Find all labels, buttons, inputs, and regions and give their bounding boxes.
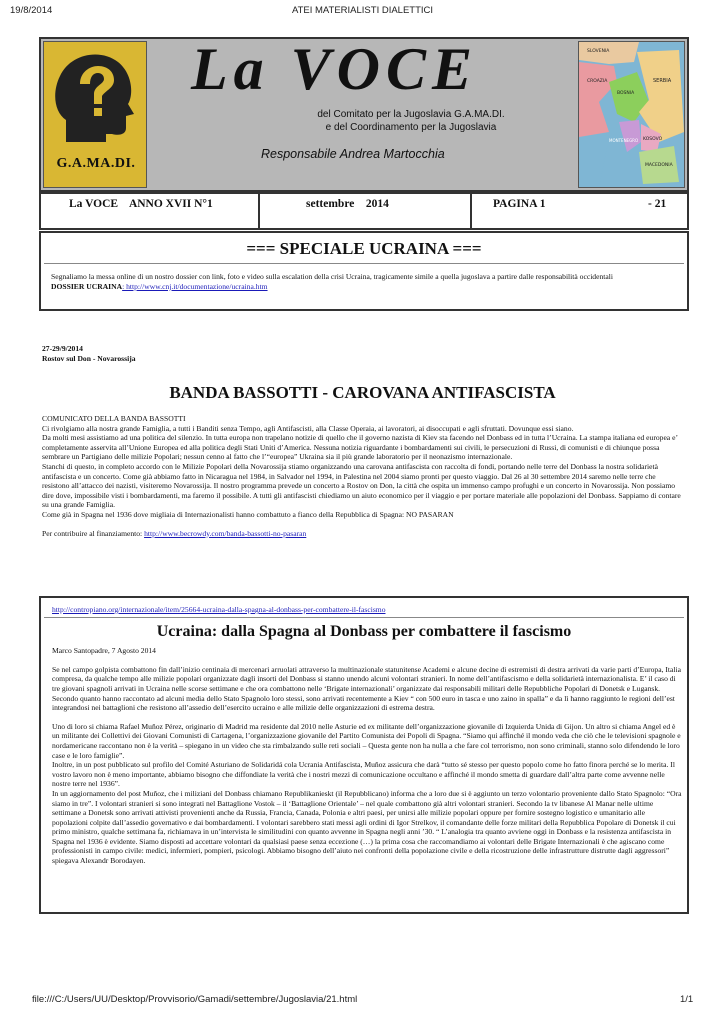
map-image: [579, 42, 684, 187]
funding-line: [42, 529, 682, 539]
funding-link[interactable]: http://www.becrowdy.com/banda-bassotti-no-pasaran: [144, 528, 307, 538]
masthead: [39, 37, 689, 192]
print-date: 19/8/2014: [10, 5, 53, 16]
banda-body: [42, 414, 682, 538]
responsible-editor: Responsabile Andrea Martocchia: [261, 147, 445, 161]
newspaper-title: La VOCE: [191, 36, 479, 102]
logo-text: G.A.MA.DI.: [56, 156, 136, 171]
map-label-serbia: SERBIA: [653, 78, 672, 84]
special-title: === SPECIALE UCRAINA ===: [246, 239, 482, 258]
event-info: [42, 344, 136, 363]
funding-label: Per contribuire al finanziamento:: [42, 528, 145, 538]
article-byline: Marco Santopadre, 7 Agosto 2014: [52, 646, 156, 656]
info-divider: [470, 194, 472, 228]
article-paragraph: In un aggiornamento del post Muñoz, che i miliziani del Donbass chiamano Republikanieskt (il Repubblicano) informa che a loro due si è aggiunto un terzo volontario proveniente dallo Stato Spagnolo: “Ora siamo in tre”. I volontari stranieri si sono integrati nel Battaglione Vostok – il ‘Battaglione Orientale’ – nel quale combattono già altri volontari stranieri. Secondo la tv libanese Al Manar nelle ultime settimane a Donetsk sono arrivati attivisti provenienti anche da Russia, Francia, Canada, Polonia e altri paesi, per unirsi alle milizie popolari oppure per fornire sostegno logistico e umanitario alle popolazioni colpite dall’assedio governativo e dai bombardamenti. I volontari sarebbero stati messi agli ordini di Igor Strelkov, il comandante delle forze militari della Repubblica Popolare di Donetsk il cui primo ministro, qualche settimana fa, richiamava in un’intervista le similitudini con quanto avvenne in Spagna negli anni ’30. “ L’analogia tra quanto avviene oggi in Donbass e la resistenza antifascista in Spagna nel 1936 è evidente. Siamo disposti ad accettare volontari da qualsiasi paese senza eccezione (…) la prima cosa che raccomandiamo ai volontari delle Brigate Internazionali è che agiscano come professionisti in campo civile: medici, infermieri, pompieri, psicologi. Abbiamo bisogno dell’aiuto nei confronti della popolazione civile e della ricostruzione delle infrastrutture distrutte dagli aggressori” spiegava Alexandr Borodayen.: [52, 788, 682, 866]
print-page-count: 1/1: [680, 994, 694, 1005]
page-number: - 21: [648, 198, 667, 210]
event-place: Rostov sul Don - Novarossija: [42, 353, 136, 363]
map-label-croazia: CROAZIA: [587, 79, 608, 84]
banda-paragraph: Da molti mesi assistiamo ad una politica del silenzio. In tutta europa non trapelano notizie di quello che il governo nazista di Kiev sta facendo nel Donbass ed in tutta l’Ucraina. La stampa italiana ed europea e’ completamente asservita all’Unione Europea ed alla politica degli Stati Uniti d’America. Nessuna notizia riguardante i bombardamenti sui civili, le persecuzioni di Russi, di comunisti e di chiunque possa sembrare un Partigiano delle milizie Popolari; nessun cenno al fatto che l’“europea” Ukraina sia il più grande laboratorio per il neonazismo internazionale.: [42, 433, 678, 462]
issue-date: settembre 2014: [306, 198, 389, 210]
dossier-link[interactable]: : http://www.cnj.it/documentazione/ucraina.htm: [122, 281, 268, 291]
article-paragraph: Inoltre, in un post pubblicato sul profilo del Comité Asturiano de Solidaridá cola Ucrania Antifascista, Muñoz assicura che darà “tutto sé stesso per questo popolo come ho fatto finora perché se lo merita. Il vostro lavoro non è meno importante, abbiamo bisogno che diffondiate la verità che i nostri mezzi di comunicazione occultano e affinché il mondo smetta di guardare dall’altra parte come avvenne nelle nostre terre nel 1936”.: [52, 760, 675, 789]
head-question-icon: [44, 42, 146, 154]
map-label-montenegro: MONTENEGRO: [609, 138, 639, 143]
map-label-bosnia: BOSNIA: [617, 91, 635, 96]
ukraine-article-box: [39, 596, 689, 914]
article-paragraph: Uno di loro si chiama Rafael Muñoz Pérez, originario di Madrid ma residente dal 2010 nelle Asturie ed ex militante dell’organizzazione giovanile di Izquierda Unida di Gijon. Un altro si chiama Angel ed è un militante dei Collettivi dei Giovani Comunisti di Cartagena, l’organizzazione giovanile del Partito Comunista dei Popoli di Spagna. “Siamo qui affinché il mondo veda che ciò che le televisioni spagnole e nordamericane raccontano non è la verità – spiegano in un video che sta rimbalzando sulle reti sociali – Questa gente non ha nulla a che fare col terrorismo, non sono criminali, stanno solo difendendo le loro case e le loro famiglie”.: [52, 721, 681, 760]
article-paragraph: Se nel campo golpista combattono fin dall’inizio centinaia di mercenari arruolati attraverso la multinazionale statunitense Academi e alcune decine di estremisti di destra arrivati da varie parti d’Europa, Italia compresa, da qualche tempo alle milizie popolari organizzate dagli insorti del Donbass si stanno unendo alcuni volontari stranieri. In nome dell’antifascismo e della solidarietà internazionalista. E’ il caso di tre giovani spagnoli arrivati in Ucraina nelle scorse settimane e che ora combattono nelle ‘Brigate internazionali’ organizzate dai responsabili militari delle Repubbliche Popolari di Donetsk e Lugansk. Secondo quanto hanno raccontato ad alcuni media dello Stato Spagnolo loro stessi, sono arrivati recentemente a Kiev “ con 500 euro in tasca e uno zaino in spalla” e da lì hanno raggiunto le regioni dell’est integrandosi nei battaglioni che resistono all’assedio dell’esercito ucraino e alle milizie delle organizzazioni di estrema destra.: [52, 664, 681, 713]
info-divider: [258, 194, 260, 228]
banda-paragraph: COMUNICATO DELLA BANDA BASSOTTI: [42, 414, 186, 423]
issue-number: La VOCE ANNO XVII N°1: [69, 198, 213, 210]
banda-paragraph: Come già in Spagna nel 1936 dove migliaia di Internazionalisti hanno combattuto a fianco della Repubblica di Spagna: NO PASARAN: [42, 509, 454, 519]
banda-title: BANDA BASSOTTI - CAROVANA ANTIFASCISTA: [169, 383, 556, 402]
yugoslavia-map: [578, 41, 685, 188]
gamadi-logo: [43, 41, 147, 188]
dossier-label: DOSSIER UCRAINA: [51, 281, 123, 291]
article-title: Ucraina: dalla Spagna al Donbass per combattere il fascismo: [156, 622, 572, 640]
special-ukraine-box: [39, 231, 689, 311]
special-text: Segnaliamo la messa online di un nostro dossier con link, foto e video sulla escalation della crisi Ucraina, tragicamente simile a quella jugoslava a partire dalle responsabilità occidentali: [51, 272, 613, 281]
article-divider: [44, 617, 684, 618]
special-divider: [44, 263, 684, 264]
map-label-slovenia: SLOVENIA: [587, 49, 610, 54]
issue-info-bar: [39, 192, 689, 230]
subtitle-committee: del Comitato per la Jugoslavia G.A.MA.DI.: [317, 109, 505, 120]
banda-paragraph: Stanchi di questo, in completo accordo con le Milizie Popolari della Novarossija stiamo organizzando una carovana antifascista con raccolta di fondi, portando nelle terre del Donbass la nostra solidarietà antifascista e un concerto. Come già abbiamo fatto in Nicaragua nel 1984, in Salvador nel 1994, in Palestina nel 2004 siamo pronti per questo viaggio. Dal 26 al 30 settembre 2014 saremo nelle terre che resistono all’attacco dei nazisti, visiteremo Novarossija. Il nostro programma prevede un concerto a Rostov on Don, la città che ospita un immenso campo profughi e un concerto in Novarossija. Non possiamo dire dove, impossibile visti i bombardamenti, ma faremo il possibile. A tutti gli antifascisti chiediamo un aiuto economico per il viaggio e per portare materiale alle popolazioni del Donbass. Sappiamo di contare su una grande Famiglia.: [42, 461, 681, 510]
source-link[interactable]: http://contropiano.org/internazionale/item/25664-ucraina-dalla-spagna-al-donbass-per-combattere-il-fascismo: [52, 605, 386, 614]
event-dates: 27-29/9/2014: [42, 344, 83, 353]
map-label-macedonia: MACEDONIA: [645, 163, 673, 168]
banda-paragraph: Ci rivolgiamo alla nostra grande Famiglia, a tutti i Banditi senza Tempo, agli Antifascisti, alla Classe Operaia, ai lavoratori, ai disoccupati e agli sfruttati. Dovunque essi siano.: [42, 423, 574, 433]
print-file-path: file:///C:/Users/UU/Desktop/Provvisorio/Gamadi/settembre/Jugoslavia/21.html: [32, 994, 358, 1005]
print-title: ATEI MATERIALISTI DIALETTICI: [291, 5, 434, 16]
page-label: PAGINA 1: [493, 198, 546, 210]
special-text-block: [51, 272, 681, 291]
map-label-kosovo: KOSOVO: [643, 137, 663, 142]
ukraine-article: [44, 605, 684, 866]
subtitle-coordination: e del Coordinamento per la Jugoslavia: [325, 122, 497, 133]
